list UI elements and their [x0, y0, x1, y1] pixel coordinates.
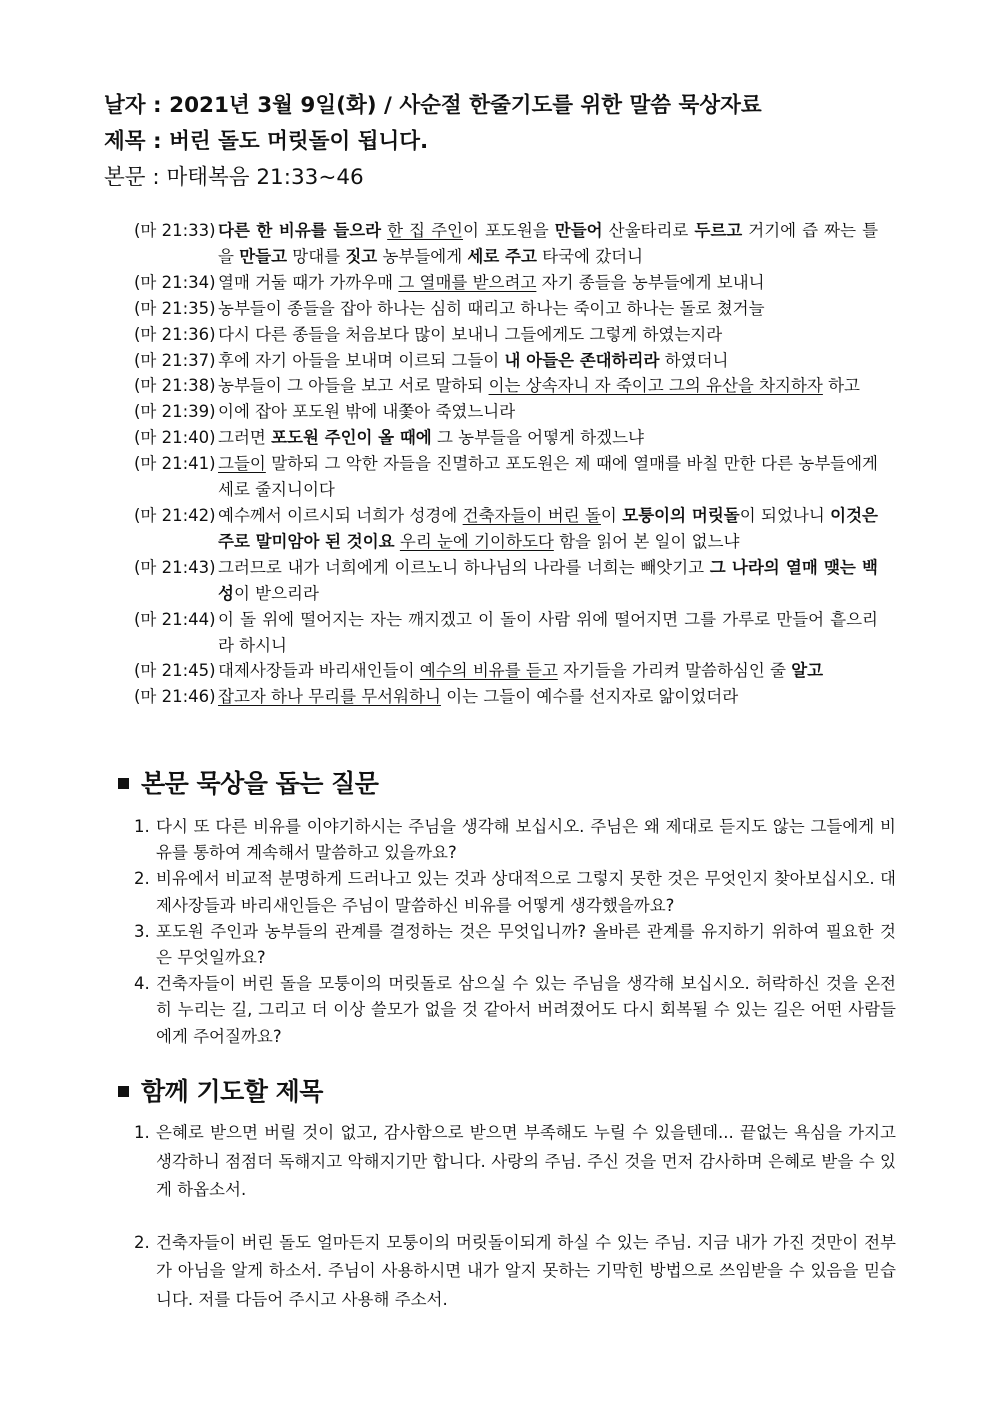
verse-text-segment: 농부들에게 [377, 246, 468, 266]
verse-ref: (마 21:39) [134, 402, 216, 422]
verse-row [134, 503, 878, 555]
verse-text-segment: 자기 종들을 농부들에게 보내니 [536, 272, 765, 292]
verse-row [134, 218, 878, 270]
verse-text-segment: 다시 다른 종들을 처음보다 많이 보내니 그들에게도 그렇게 하였는지라 [218, 324, 723, 344]
verse-bold-text: 모퉁이의 머릿돌 [622, 505, 740, 525]
prayer-item [134, 1229, 896, 1315]
verse-text [218, 451, 878, 503]
verse-ref: (마 21:46) [134, 687, 216, 707]
list-text: 건축자들이 버린 돌도 얼마든지 모퉁이의 머릿돌이되게 하실 수 있는 주님. 지금 내가 가진 것만이 전부가 아님을 알게 하소서. 주님이 사용하시면 내가 알지 못하는 기막힌 방법으로 쓰임받을 수 있음을 믿습니다. 저를 다듬어 주시고 사용해 주소서. [156, 1232, 896, 1309]
verse-row [134, 555, 878, 607]
question-item [134, 814, 896, 866]
verse-bold-text: 두르고 [694, 221, 743, 240]
verse-ref: (마 21:43) [134, 557, 216, 577]
verse-text-segment: 이에 잡아 포도원 밖에 내쫓아 죽였느니라 [218, 402, 516, 422]
verse-row [134, 425, 878, 451]
verse-text-segment: 예수께서 이르시되 너희가 성경에 [218, 505, 463, 525]
prayer-title: 함께 기도할 제목 [141, 1077, 323, 1106]
verse-ref: (마 21:42) [134, 505, 216, 525]
question-item [134, 919, 896, 971]
verse-bold-text: 알고 [791, 661, 824, 681]
verse-text-segment: 거기에 즙 짜는 틀을 [218, 221, 879, 266]
verse-text [218, 555, 878, 607]
verse-text [218, 218, 878, 270]
verse-ref: (마 21:44) [134, 609, 216, 629]
verse-text-segment: 이는 그들이 예수를 선지자로 앎이었더라 [440, 687, 739, 707]
list-number: 1. [134, 1123, 150, 1142]
verse-text-segment: 하였더니 [659, 350, 729, 370]
verse-text [218, 425, 878, 451]
verse-text [218, 607, 878, 659]
verse-text-segment: 이 되었나니 [739, 505, 831, 525]
verse-text-segment: 자기들을 가리켜 말씀하심인 줄 [557, 661, 792, 681]
verse-underlined-text: 이는 상속자니 자 죽이고 그의 유산을 차지하자 [488, 376, 823, 396]
verse-row [134, 348, 878, 374]
verse-text-segment: 말하되 그 악한 자들을 진멸하고 포도원은 제 때에 열매를 바칠 만한 다른 농부들에게 세로 줄지니이다 [218, 454, 878, 500]
verse-bold-text: 그 나라의 열매 맺는 백성 [218, 557, 878, 603]
verse-underlined-text: 예수의 비유를 듣고 [419, 661, 558, 681]
verse-text-segment: 그러므로 내가 너희에게 이르노니 하나님의 나라를 너희는 빼앗기고 [218, 557, 710, 577]
questions-list [134, 814, 896, 1050]
verse-bold-text: 짓고 [345, 246, 378, 266]
verse-underlined-text: 건축자들이 버린 돌 [462, 505, 601, 525]
verse-text [218, 373, 878, 399]
question-item [134, 971, 896, 1050]
verse-bold-text: 이것은 주로 말미암아 된 것이요 [218, 505, 878, 551]
title-line: 제목 : 버린 돌도 머릿돌이 됩니다. [104, 129, 429, 154]
list-text: 건축자들이 버린 돌을 모퉁이의 머릿돌로 삼으실 수 있는 주님을 생각해 보십시오. 허락하신 것을 온전히 누리는 길, 그리고 더 이상 쓸모가 없을 것 같아서 버려졌어도 다시 회복될 수 있는 길은 어떤 사람들에게 주어질까요? [156, 974, 896, 1046]
verse-text-segment: 산울타리로 [602, 221, 695, 240]
verse-text-segment: 대제사장들과 바리새인들이 [218, 661, 420, 681]
passage-line: 본문 : 마태복음 21:33~46 [104, 165, 364, 190]
square-bullet-icon [118, 1086, 129, 1097]
verse-text-segment: 농부들이 종들을 잡아 하나는 심히 때리고 하나는 죽이고 하나는 돌로 쳤거늘 [218, 298, 765, 318]
verse-text-segment: 이 받으리라 [233, 583, 319, 603]
verse-row [134, 322, 878, 348]
verse-ref: (마 21:35) [134, 298, 216, 318]
verse-row [134, 399, 878, 425]
verse-text-segment: 농부들이 그 아들을 보고 서로 말하되 [218, 376, 489, 396]
verse-bold-text: 세로 주고 [467, 246, 537, 266]
document-header [104, 88, 904, 196]
question-item [134, 866, 896, 918]
verse-ref: (마 21:41) [134, 454, 216, 474]
list-number: 3. [134, 921, 150, 941]
square-bullet-icon [118, 778, 129, 789]
verse-bold-text: 만들어 [554, 221, 603, 240]
questions-title: 본문 묵상을 돕는 질문 [141, 769, 379, 798]
verse-text [218, 348, 878, 374]
date-line: 날자 : 2021년 3월 9일(화) / 사순절 한줄기도를 위한 말씀 묵상자료 [104, 93, 762, 118]
list-text: 다시 또 다른 비유를 이야기하시는 주님을 생각해 보십시오. 주님은 왜 제대로 듣지도 않는 그들에게 비유를 통하여 계속해서 말씀하고 있을까요? [156, 817, 896, 863]
verse-ref: (마 21:33) [134, 221, 216, 240]
verse-text [218, 503, 878, 555]
list-number: 2. [134, 869, 150, 889]
verse-row [134, 451, 878, 503]
verse-ref: (마 21:36) [134, 324, 216, 344]
verse-bold-text: 포도원 주인이 올 때에 [271, 428, 432, 448]
verse-ref: (마 21:40) [134, 428, 216, 448]
verse-underlined-text: 잡고자 하나 무리를 무서워하니 [218, 687, 441, 707]
verse-bold-text: 다른 한 비유를 들으라 [218, 221, 382, 240]
verse-text-segment: 그러면 [218, 428, 272, 448]
questions-heading [118, 764, 378, 800]
verse-row [134, 607, 878, 659]
list-text: 은혜로 받으면 버릴 것이 없고, 감사함으로 받으면 부족해도 누릴 수 있을텐데... 끝없는 욕심을 가지고 생각하니 점점더 독해지고 악해지기만 합니다. 사랑의 주님. 주신 것을 먼저 감사하며 은혜로 받을 수 있게 하옵소서. [156, 1123, 896, 1199]
verse-row [134, 658, 878, 684]
scripture-verses [134, 218, 878, 710]
list-number: 2. [134, 1232, 150, 1252]
verse-row [134, 296, 878, 322]
list-text: 비유에서 비교적 분명하게 드러나고 있는 것과 상대적으로 그렇지 못한 것은 무엇인지 찾아보십시오. 대제사장들과 바리새인들은 주님이 말씀하신 비유를 어떻게 생각했을까요? [156, 869, 896, 915]
verse-underlined-text: 한 집 주인 [387, 221, 463, 240]
verse-text [218, 658, 878, 684]
verse-bold-text: 내 아들은 존대하리라 [504, 350, 660, 370]
verse-underlined-text: 우리 눈에 기이하도다 [399, 531, 554, 551]
prayer-list [134, 1119, 896, 1338]
list-text: 포도원 주인과 농부들의 관계를 결정하는 것은 무엇입니까? 올바른 관계를 유지하기 위하여 필요한 것은 무엇일까요? [156, 921, 896, 968]
verse-text-segment: 이 포도원을 [463, 221, 555, 240]
verse-text-segment: 후에 자기 아들을 보내며 이르되 그들이 [218, 350, 505, 370]
verse-text [218, 270, 878, 296]
verse-text [218, 684, 878, 710]
verse-ref: (마 21:45) [134, 661, 216, 681]
verse-text-segment: 열매 거둘 때가 가까우매 [218, 272, 399, 292]
verse-text-segment: 하고 [822, 376, 860, 396]
verse-row [134, 373, 878, 399]
verse-underlined-text: 그 열매를 받으려고 [398, 272, 537, 292]
verse-text [218, 322, 878, 348]
verse-text-segment: 함을 읽어 본 일이 없느냐 [553, 531, 740, 551]
verse-text [218, 296, 878, 322]
verse-text-segment: 이 [600, 505, 623, 525]
verse-bold-text: 만들고 [239, 246, 288, 266]
verse-ref: (마 21:38) [134, 376, 216, 396]
verse-text-segment: 망대를 [287, 246, 346, 266]
verse-row [134, 270, 878, 296]
verse-ref: (마 21:34) [134, 272, 216, 292]
verse-row [134, 684, 878, 710]
list-number: 1. [134, 817, 150, 836]
prayer-item [134, 1119, 896, 1205]
verse-underlined-text: 그들이 [218, 454, 266, 474]
verse-text [218, 399, 878, 425]
verse-text-segment: 이 돌 위에 떨어지는 자는 깨지겠고 이 돌이 사람 위에 떨어지면 그를 가루로 만들어 흩으리라 하시니 [218, 609, 878, 655]
list-number: 4. [134, 974, 150, 994]
prayer-heading [118, 1072, 323, 1108]
verse-text-segment: 그 농부들을 어떻게 하겠느냐 [431, 428, 644, 448]
verse-ref: (마 21:37) [134, 350, 216, 370]
verse-text-segment: 타국에 갔더니 [536, 246, 644, 266]
